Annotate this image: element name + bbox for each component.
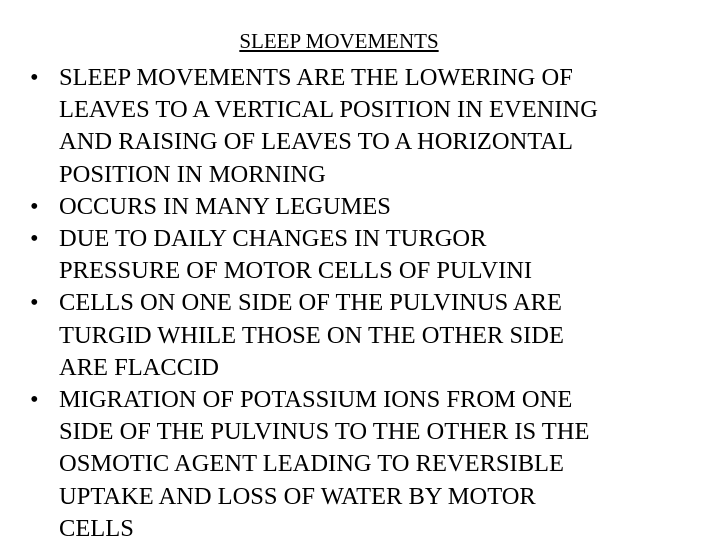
bullet-text-line: CELLS: [59, 514, 134, 540]
bullet-text-line: OCCURS IN MANY LEGUMES: [59, 192, 391, 220]
bullet-text-line: POSITION IN MORNING: [59, 160, 326, 188]
bullet-text-line: PRESSURE OF MOTOR CELLS OF PULVINI: [59, 257, 533, 285]
bullet-text-line: LEAVES TO A VERTICAL POSITION IN EVENING: [59, 96, 598, 124]
bullet-text-line: ARE FLACCID: [59, 353, 219, 381]
bullet-marker: •: [30, 386, 39, 414]
bullet-text-line: SLEEP MOVEMENTS ARE THE LOWERING OF: [59, 64, 573, 91]
bullet-item: [0, 62, 598, 191]
bullet-text-line: DUE TO DAILY CHANGES IN TURGOR: [59, 225, 487, 253]
bullet-text-line: AND RAISING OF LEAVES TO A HORIZONTAL: [59, 128, 573, 156]
bullet-marker: •: [30, 289, 39, 317]
bullet-text-line: TURGID WHILE THOSE ON THE OTHER SIDE: [59, 321, 564, 349]
bullet-item: [0, 384, 598, 540]
bullet-item: [0, 287, 598, 384]
bullet-item: [0, 191, 598, 223]
bullet-text-line: MIGRATION OF POTASSIUM IONS FROM ONE: [59, 386, 573, 414]
bullet-marker: •: [30, 192, 39, 220]
bullet-text-line: OSMOTIC AGENT LEADING TO REVERSIBLE: [59, 450, 564, 478]
bullet-marker: •: [30, 64, 39, 91]
bullet-item: [0, 223, 598, 287]
bullet-text-line: SIDE OF THE PULVINUS TO THE OTHER IS THE: [59, 418, 590, 446]
bullet-text-line: UPTAKE AND LOSS OF WATER BY MOTOR: [59, 482, 536, 510]
slide-title: SLEEP MOVEMENTS: [239, 29, 439, 53]
bullet-list: [0, 62, 598, 540]
bullet-text-line: CELLS ON ONE SIDE OF THE PULVINUS ARE: [59, 289, 562, 317]
bullet-marker: •: [30, 225, 39, 253]
